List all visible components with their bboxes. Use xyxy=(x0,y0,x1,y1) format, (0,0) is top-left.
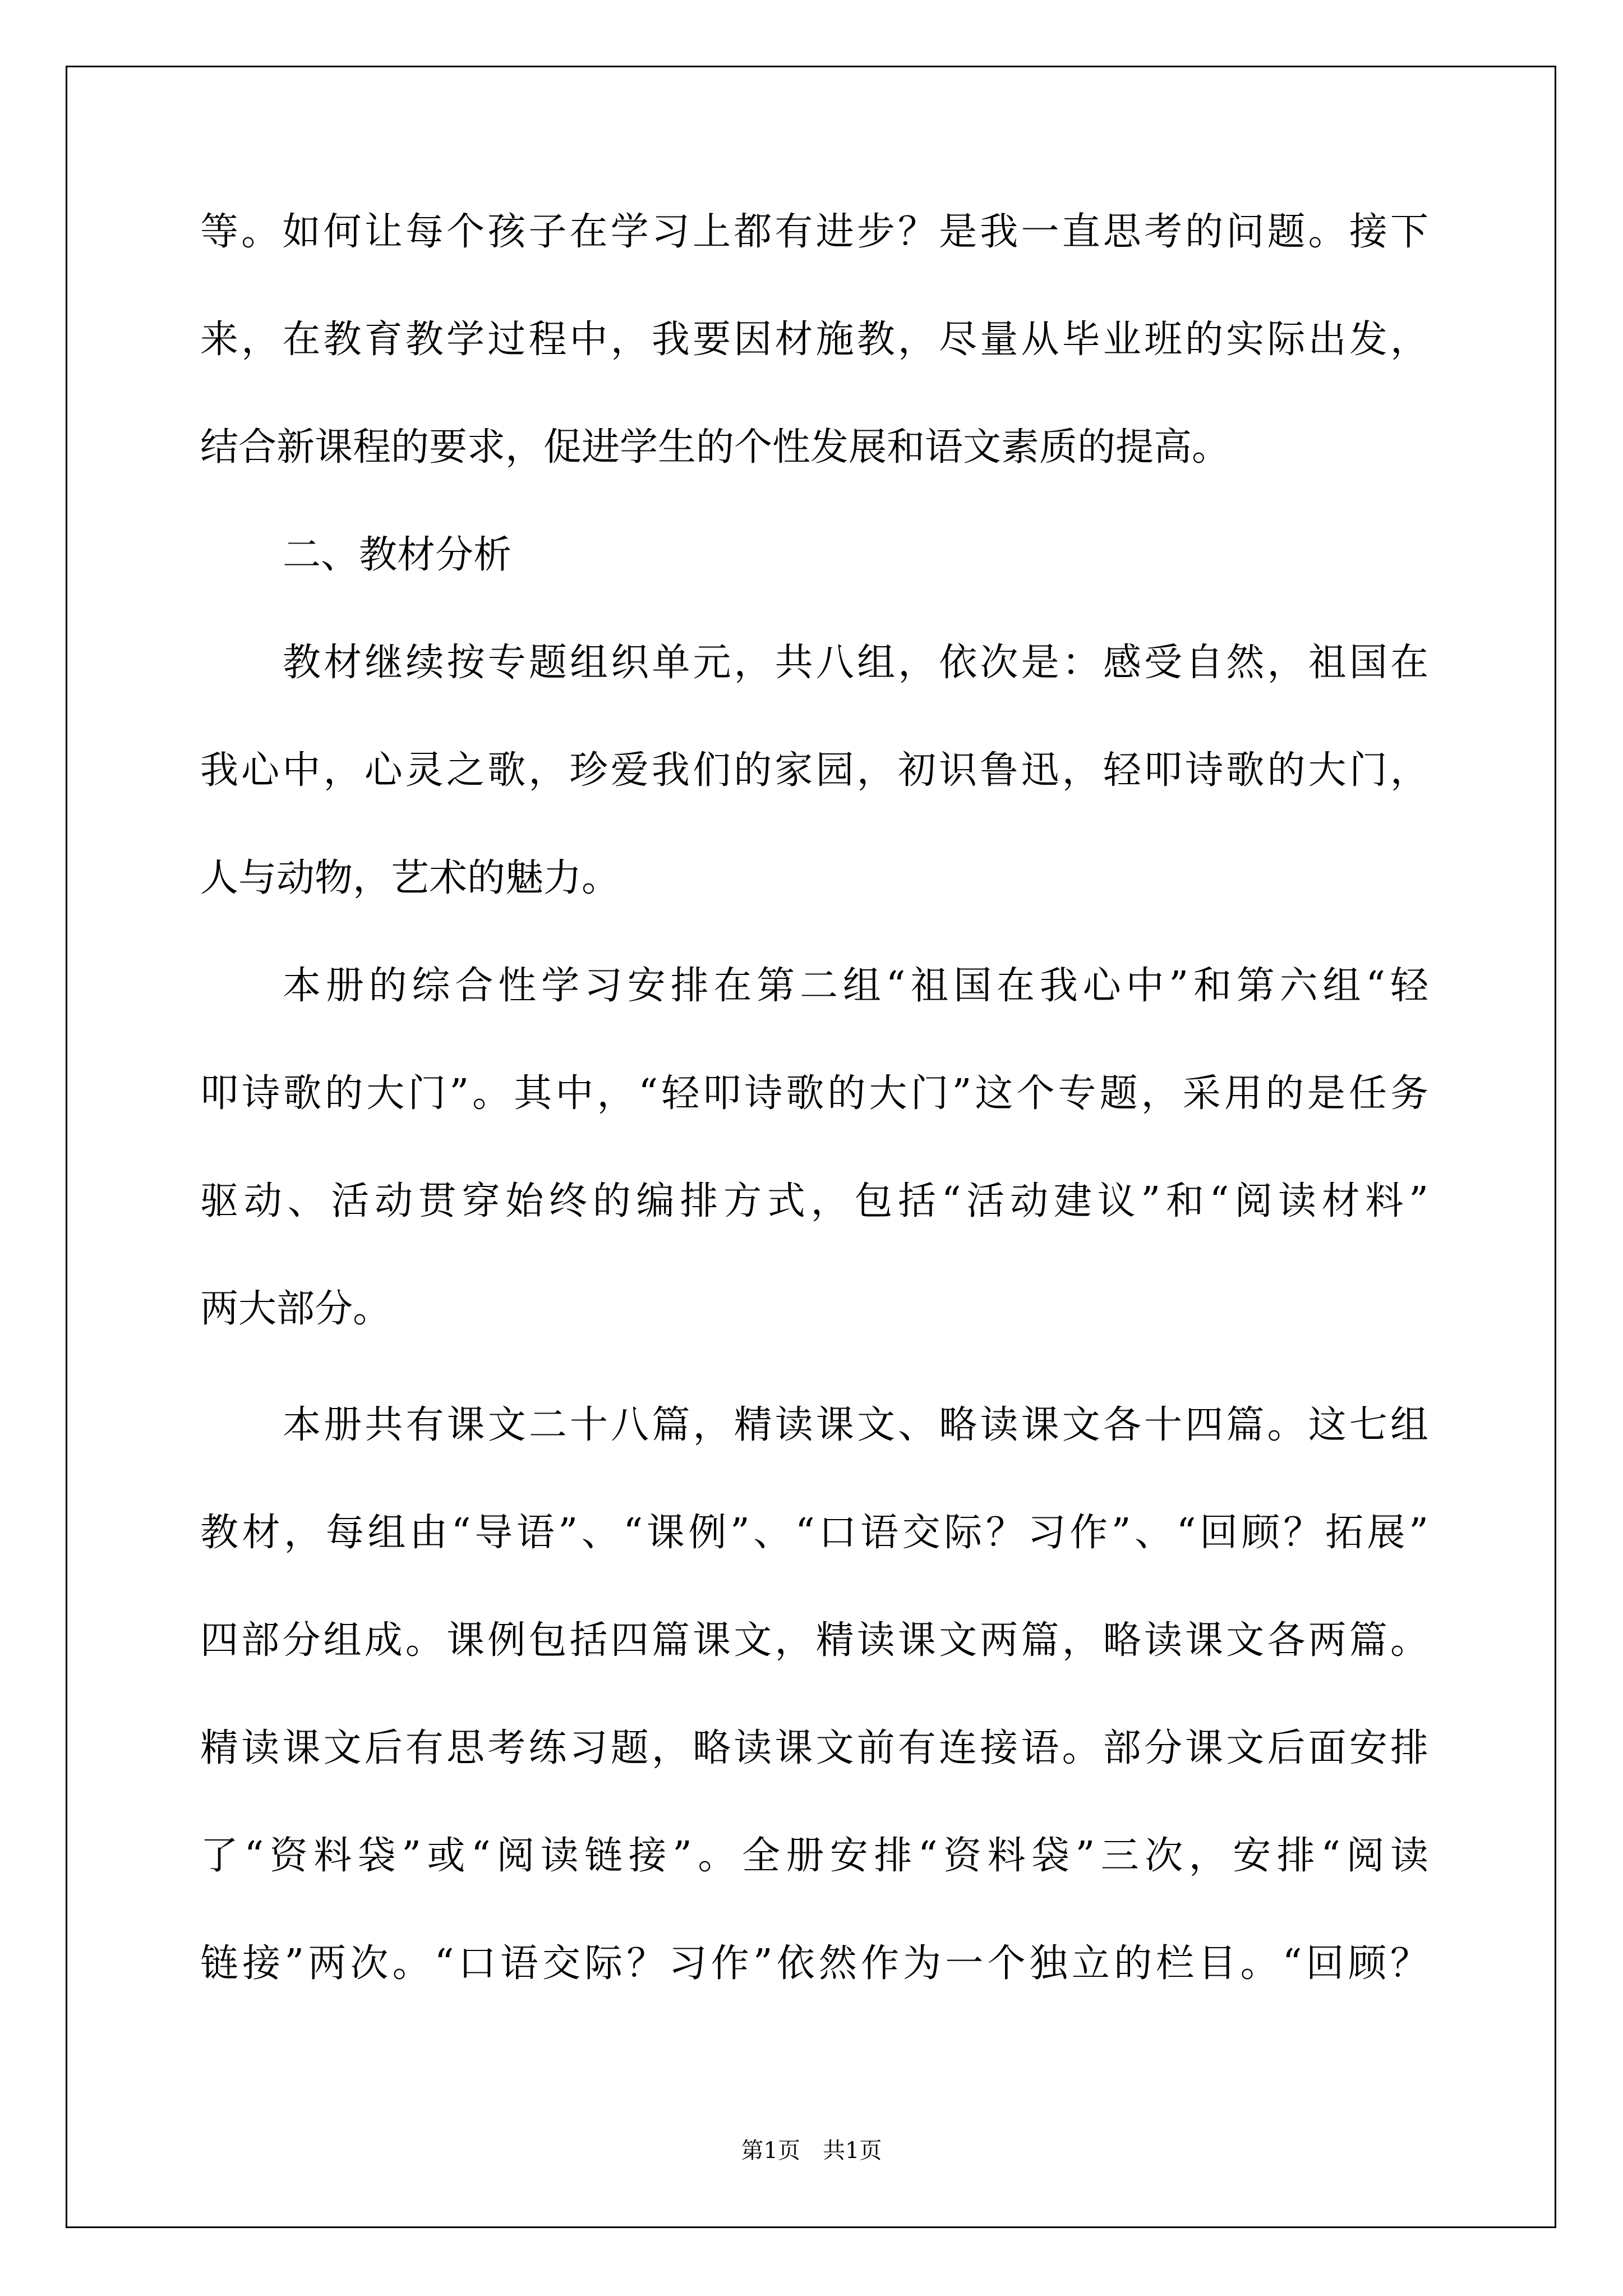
paragraph-line: 精读课文后有思考练习题，略读课文前有连接语。部分课文后面安排 xyxy=(200,1726,1428,1770)
paragraph-line: 两大部分。 xyxy=(200,1287,391,1331)
paragraph-line: 来，在教育教学过程中，我要因材施教，尽量从毕业班的实际出发， xyxy=(200,318,1428,362)
page-number-footer: 第1页 共1页 xyxy=(741,2138,882,2164)
paragraph-line: 链接”两次。“口语交际？习作”依然作为一个独立的栏目。“回顾？ xyxy=(200,1941,1428,1986)
section-heading: 二、教材分析 xyxy=(283,533,512,577)
paragraph-line: 人与动物，艺术的魅力。 xyxy=(200,856,620,900)
paragraph-line: 教材，每组由“导语”、“课例”、“口语交际？习作”、“回顾？拓展” xyxy=(200,1511,1428,1555)
paragraph-line: 本册的综合性学习安排在第二组“祖国在我心中”和第六组“轻 xyxy=(283,964,1428,1008)
paragraph-line: 驱动、活动贯穿始终的编排方式，包括“活动建议”和“阅读材料” xyxy=(200,1179,1428,1223)
paragraph-line: 本册共有课文二十八篇，精读课文、略读课文各十四篇。这七组 xyxy=(283,1403,1428,1447)
paragraph-line: 等。如何让每个孩子在学习上都有进步？是我一直思考的问题。接下 xyxy=(200,210,1428,254)
paragraph-line: 四部分组成。课例包括四篇课文，精读课文两篇，略读课文各两篇。 xyxy=(200,1618,1428,1663)
paragraph-line: 结合新课程的要求，促进学生的个性发展和语文素质的提高。 xyxy=(200,425,1230,470)
paragraph-line: 教材继续按专题组织单元，共八组，依次是：感受自然，祖国在 xyxy=(283,641,1428,685)
paragraph-line: 叩诗歌的大门”。其中，“轻叩诗歌的大门”这个专题，采用的是任务 xyxy=(200,1071,1428,1116)
paragraph-line: 了“资料袋”或“阅读链接”。全册安排“资料袋”三次，安排“阅读 xyxy=(200,1834,1428,1878)
paragraph-line: 我心中，心灵之歌，珍爱我们的家园，初识鲁迅，轻叩诗歌的大门， xyxy=(200,748,1428,793)
document-body xyxy=(200,210,1428,2053)
